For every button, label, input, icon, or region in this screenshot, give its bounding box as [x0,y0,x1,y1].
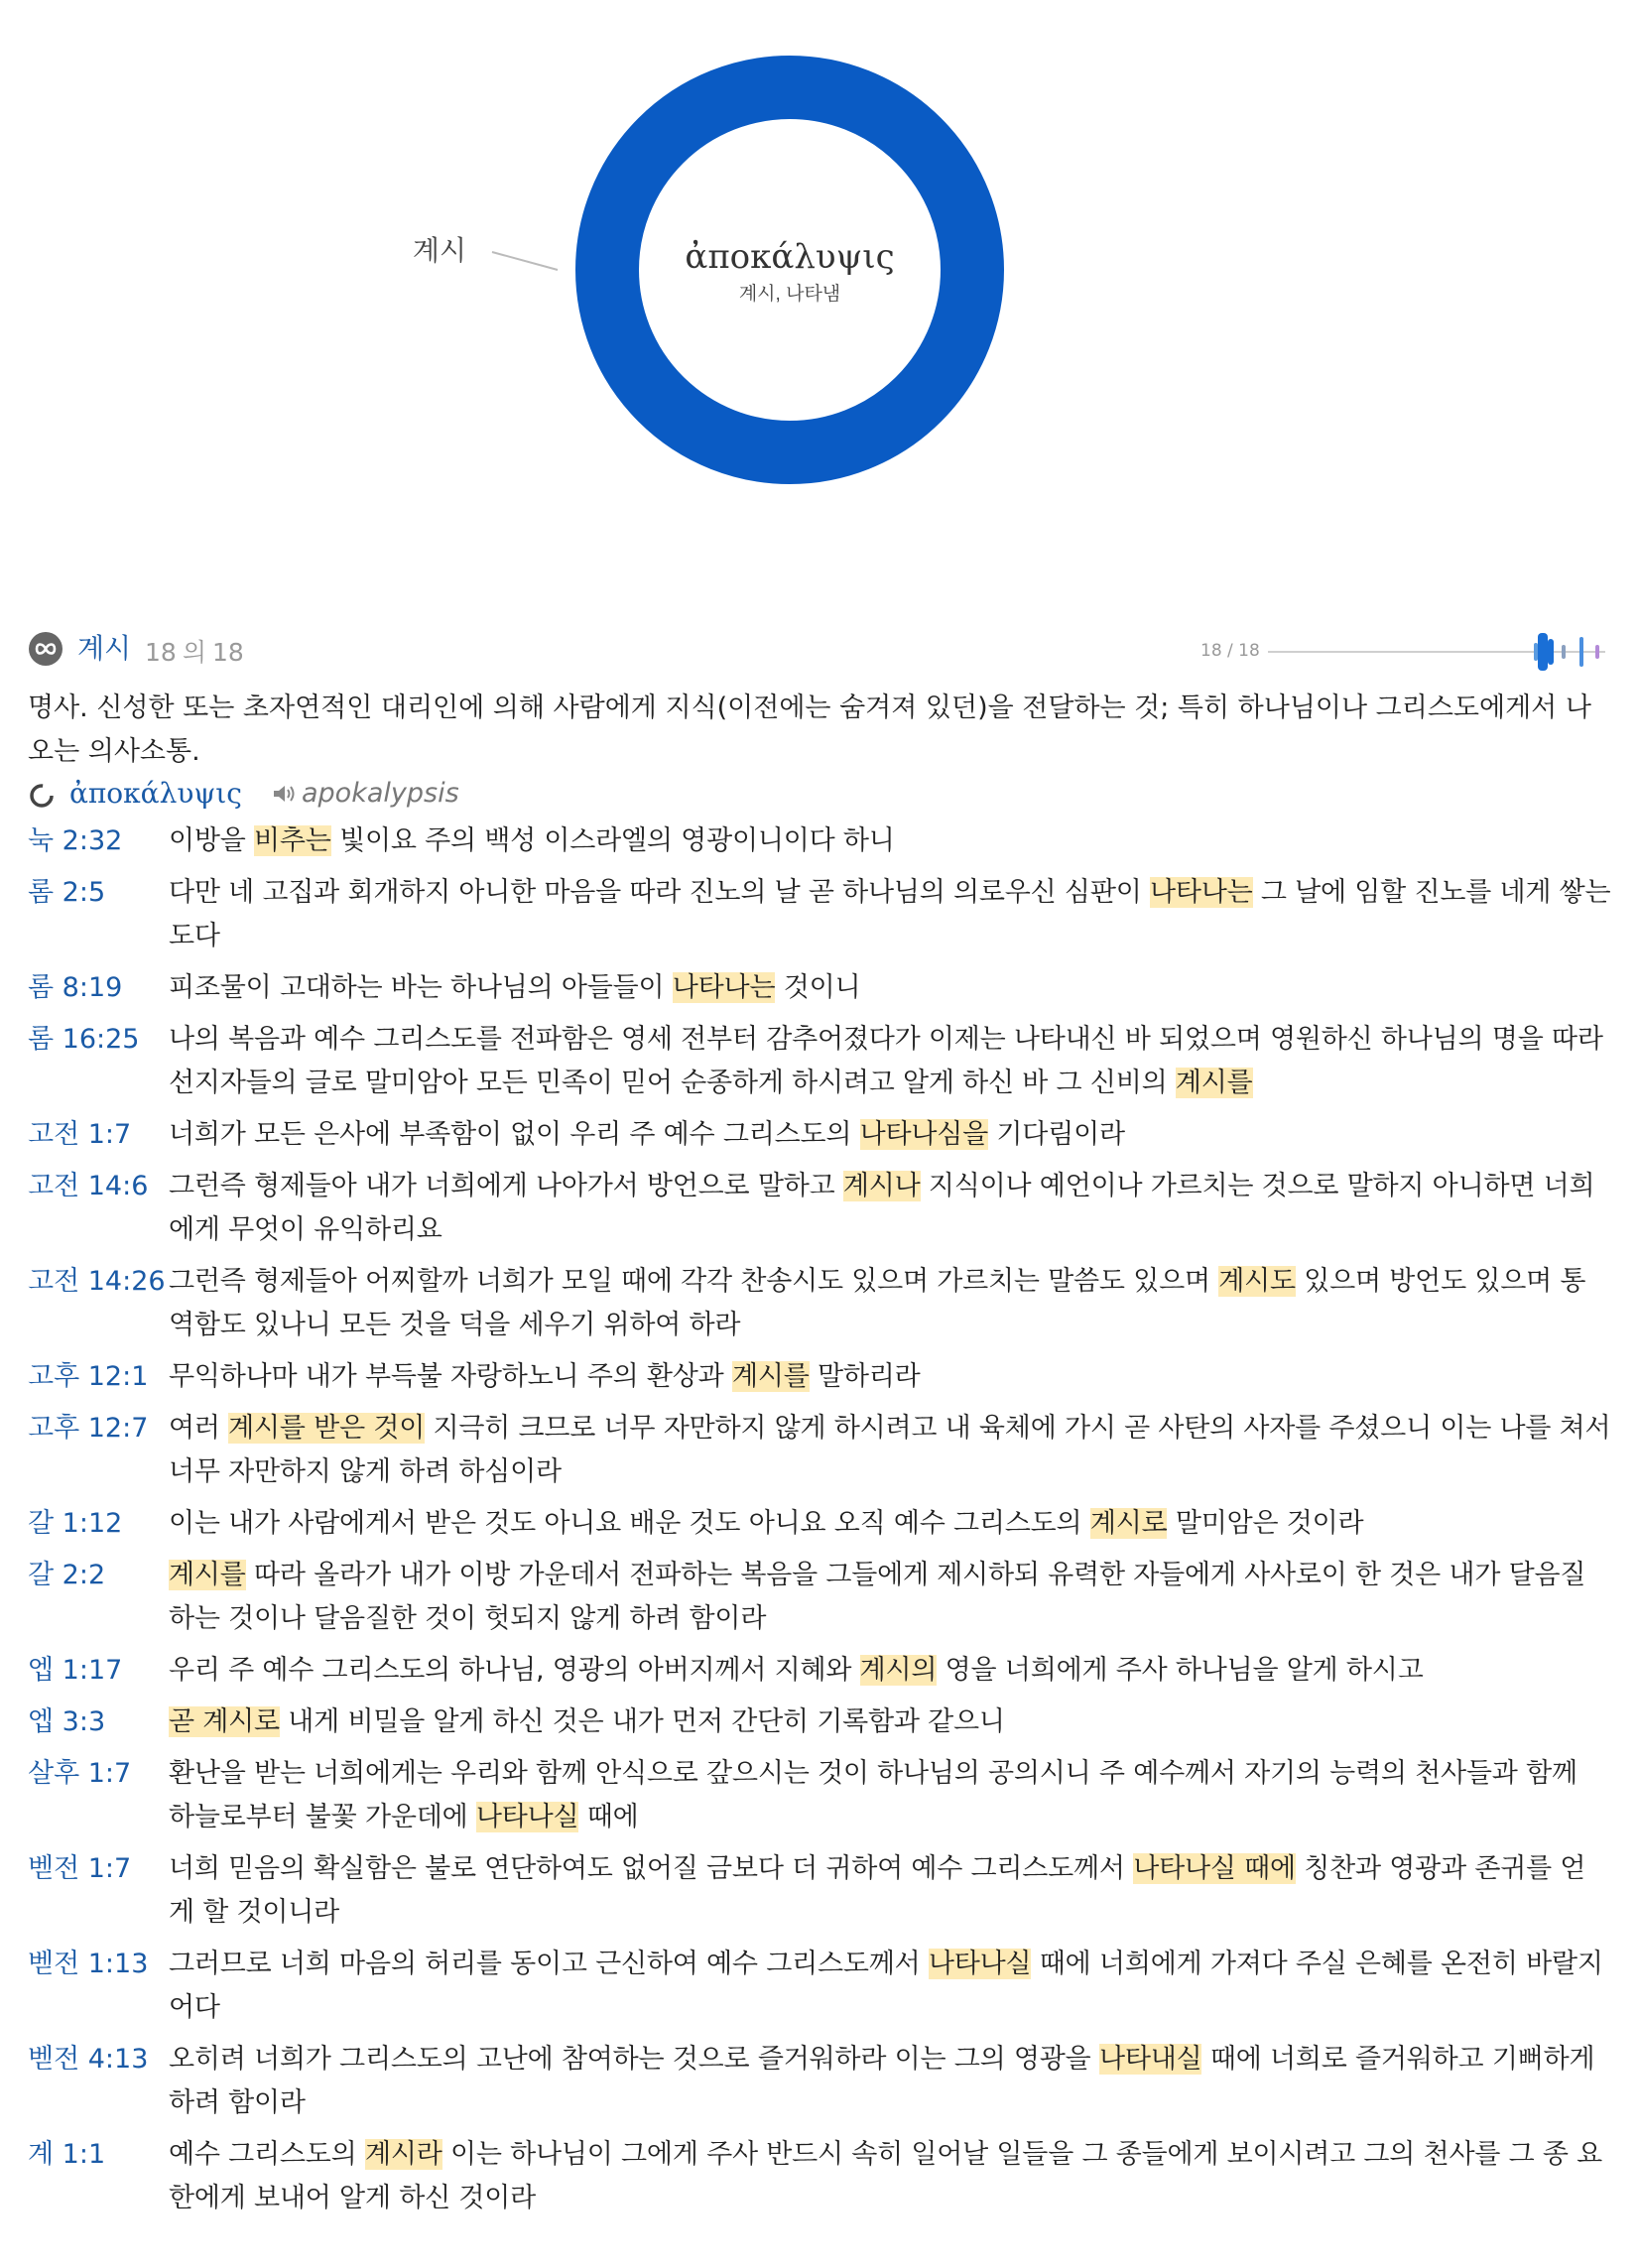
verse-text-segment: 예수 그리스도의 [169,2139,365,2170]
count-total: 18 [211,638,244,667]
verse-text [169,1407,1611,1502]
lemma-transliteration: apokalypsis [302,778,459,809]
highlighted-term: 계시의 [859,1655,938,1686]
verse-row [28,1502,1611,1554]
verse-row [28,1943,1611,2038]
verse-text-segment: 너희가 모든 은사에 부족함이 없이 우리 주 예수 그리스도의 [169,1119,860,1150]
highlighted-term: 나타내실 [1098,2044,1202,2075]
verse-text-segment: 그러므로 너희 마음의 허리를 동이고 근신하여 예수 그리스도께서 [169,1949,929,1979]
verse-reference-link[interactable]: 고전 14:6 [28,1171,149,1201]
verse-text-segment: 기다림이라 [988,1119,1125,1150]
highlighted-term: 계시로 [1089,1508,1168,1539]
verse-reference-link[interactable]: 롬 2:5 [28,877,106,908]
verse-reference-link[interactable]: 고후 12:7 [28,1413,149,1444]
verse-text [169,2038,1611,2133]
verse-text-segment: 때에 [578,1802,639,1832]
verse-row [28,819,1611,871]
verse-text [169,1649,1611,1701]
verse-text [169,1165,1611,1260]
highlighted-term: 비추는 [254,825,331,856]
verse-row [28,2038,1611,2133]
verse-text [169,1847,1611,1943]
header-count [145,635,250,671]
donut-leader-line [492,252,558,270]
highlighted-term: 나타나실 [928,1949,1032,1979]
verse-text-segment: 환난을 받는 너희에게는 우리와 함께 안식으로 갚으시는 것이 하나님의 공의시니 주 예수께서 자기의 능력의 천사들과 함께 하늘로부터 불꽃 가운데에 [169,1758,1577,1832]
highlighted-term: 나타나는 [672,972,776,1003]
verse-text [169,1701,1611,1752]
verse-row [28,1165,1611,1260]
donut-center-greek: ἀποκάλυψις [685,237,895,277]
verse-row [28,1649,1611,1701]
verse-reference-link[interactable]: 벧전 1:7 [28,1853,132,1884]
verse-row [28,1407,1611,1502]
verse-text [169,871,1611,966]
verse-text-segment: 그런즉 형제들아 내가 너희에게 나아가서 방언으로 말하고 [169,1171,843,1201]
verse-reference-link[interactable]: 롬 16:25 [28,1024,140,1055]
verse-text [169,1502,1611,1554]
verse-text [169,1355,1611,1407]
verse-row [28,966,1611,1018]
verse-text [169,1554,1611,1649]
verse-row [28,1752,1611,1847]
verse-text-segment: 때에 너희로 즐거워하고 기뻐하게 하려 함이라 [169,2044,1595,2118]
verse-text-segment: 내게 비밀을 알게 하신 것은 내가 먼저 간단히 기록함과 같으니 [279,1706,1005,1737]
verse-text-segment: 때에 너희에게 가져다 주실 은혜를 온전히 바랄지어다 [169,1949,1603,2023]
verse-list [28,819,1611,2228]
verse-reference-link[interactable]: 엡 1:17 [28,1655,123,1686]
verse-row [28,1018,1611,1113]
donut-chart [0,0,1639,595]
highlighted-term: 계시를 [731,1361,810,1392]
verse-text-segment: 말미암은 것이라 [1167,1508,1364,1539]
highlighted-term: 계시라 [364,2139,442,2170]
verse-reference-link[interactable]: 눅 2:32 [28,825,123,856]
verse-text-segment: 이는 내가 사람에게서 받은 것도 아니요 배운 것도 아니요 오직 예수 그리스도의 [169,1508,1090,1539]
verse-row [28,2133,1611,2228]
lemma-greek[interactable]: ἀποκάλυψις [69,777,242,810]
verse-row [28,1554,1611,1649]
verse-reference-link[interactable]: 벧전 1:13 [28,1949,149,1979]
timeline-count: 18 / 18 [1200,641,1260,661]
header-title: 계시 [77,632,132,665]
verse-text-segment: 말하리라 [809,1361,921,1392]
verse-reference-link[interactable]: 살후 1:7 [28,1758,132,1789]
verse-reference-link[interactable]: 갈 1:12 [28,1508,123,1539]
verse-text [169,1752,1611,1847]
verse-text-segment: 다만 네 고집과 회개하지 아니한 마음을 따라 진노의 날 곧 하나님의 의로우신 심판이 [169,877,1150,908]
verse-text-segment: 칭찬과 영광과 존귀를 얻게 할 것이니라 [169,1853,1586,1928]
highlighted-term: 계시나 [842,1171,921,1201]
verse-text-segment: 나의 복음과 예수 그리스도를 전파함은 영세 전부터 감추어졌다가 이제는 나타내신 바 되었으며 영원하신 하나님의 명을 따라 선지자들의 글로 말미암아 모든 민족이 믿어 순종하게 하시려고 알게 하신 바 그 신비의 [169,1024,1603,1098]
verse-text-segment: 있으며 방언도 있으며 통역함도 있나니 모든 것을 덕을 세우기 위하여 하라 [169,1266,1586,1340]
verse-reference-link[interactable]: 계 1:1 [28,2139,106,2170]
verse-reference-link[interactable]: 고전 1:7 [28,1119,132,1150]
verse-row [28,1355,1611,1407]
highlighted-term: 곧 계시로 [169,1706,280,1737]
verse-text-segment: 이는 하나님이 그에게 주사 반드시 속히 일어날 일들을 그 종들에게 보이시려고 그의 천사를 그 종 요한에게 보내어 알게 하신 것이라 [169,2139,1603,2213]
donut-slice-label: 계시 [412,235,466,266]
highlighted-term: 계시를 받은 것이 [228,1413,426,1444]
spinner-icon [28,782,56,810]
lemma-line [28,774,921,814]
verse-text-segment: 영을 너희에게 주사 하나님을 알게 하시고 [937,1655,1424,1686]
definition-text: 명사. 신성한 또는 초자연적인 대리인에 의해 사람에게 지식(이전에는 숨겨져 있던)을 전달하는 것; 특히 하나님이나 그리스도에게서 나오는 의사소통. [28,693,1591,767]
infinity-logo-icon[interactable] [28,631,63,667]
verse-text-segment: 따라 올라가 내가 이방 가운데서 전파하는 복음을 그들에게 제시하되 유력한 자들에게 사사로이 한 것은 내가 달음질하는 것이나 달음질한 것이 헛되지 않게 하려 함이라 [169,1560,1586,1634]
verse-text-segment: 것이니 [775,972,861,1003]
verse-row [28,871,1611,966]
highlighted-term: 계시를 [169,1560,246,1590]
verse-row [28,1260,1611,1355]
occurrence-timeline[interactable] [1268,627,1611,677]
verse-text-segment: 무익하나마 내가 부득불 자랑하노니 주의 환상과 [169,1361,732,1392]
highlighted-term: 나타나심을 [859,1119,989,1150]
highlighted-term: 나타나는 [1149,877,1253,908]
verse-text-segment: 오히려 너희가 그리스도의 고난에 참여하는 것으로 즐거워하라 이는 그의 영광을 [169,2044,1099,2075]
verse-text-segment: 지극히 크므로 너무 자만하지 않게 하시려고 내 육체에 가시 곧 사탄의 사자를 주셨으니 이는 나를 쳐서 너무 자만하지 않게 하려 하심이라 [169,1413,1611,1487]
verse-text [169,966,1611,1018]
verse-text [169,2133,1611,2228]
verse-text [169,1113,1611,1165]
verse-text-segment: 너희 믿음의 확실함은 불로 연단하여도 없어질 금보다 더 귀하여 예수 그리스도께서 [169,1853,1134,1884]
verse-reference-link[interactable]: 벧전 4:13 [28,2044,149,2075]
verse-reference-link[interactable]: 엡 3:3 [28,1706,106,1737]
verse-row [28,1113,1611,1165]
verse-text [169,1943,1611,2038]
verse-text-segment: 빛이요 주의 백성 이스라엘의 영광이니이다 하니 [330,825,895,856]
verse-reference-link[interactable]: 롬 8:19 [28,972,123,1003]
verse-text-segment: 피조물이 고대하는 바는 하나님의 아들들이 [169,972,673,1003]
verse-text [169,1018,1611,1113]
verse-reference-link[interactable]: 고후 12:1 [28,1361,149,1392]
count-current: 18 [145,638,177,667]
highlighted-term: 나타나실 때에 [1133,1853,1296,1884]
count-of: 의 [182,638,206,667]
donut-center-gloss: 계시, 나타냄 [738,284,841,305]
donut-svg [0,0,1639,595]
highlighted-term: 나타나실 [475,1802,579,1832]
verse-text-segment: 이방을 [169,825,255,856]
verse-reference-link[interactable]: 고전 14:26 [28,1266,166,1297]
highlighted-term: 계시를 [1175,1068,1253,1098]
concordance-header [28,627,1611,677]
verse-reference-link[interactable]: 갈 2:2 [28,1560,106,1590]
verse-text-segment: 지식이나 예언이나 가르치는 것으로 말하지 아니하면 너희에게 무엇이 유익하리요 [169,1171,1595,1245]
verse-row [28,1847,1611,1943]
verse-row [28,1701,1611,1752]
speaker-icon[interactable] [272,784,296,804]
verse-text-segment: 그 날에 임할 진노를 네게 쌓는도다 [169,877,1611,951]
verse-text-segment: 여러 [169,1413,229,1444]
verse-text-segment: 우리 주 예수 그리스도의 하나님, 영광의 아버지께서 지혜와 [169,1655,860,1686]
highlighted-term: 계시도 [1218,1266,1296,1297]
verse-text-segment: 그런즉 형제들아 어찌할까 너희가 모일 때에 각각 찬송시도 있으며 가르치는 말씀도 있으며 [169,1266,1219,1297]
verse-text [169,819,1611,871]
verse-text [169,1260,1611,1355]
